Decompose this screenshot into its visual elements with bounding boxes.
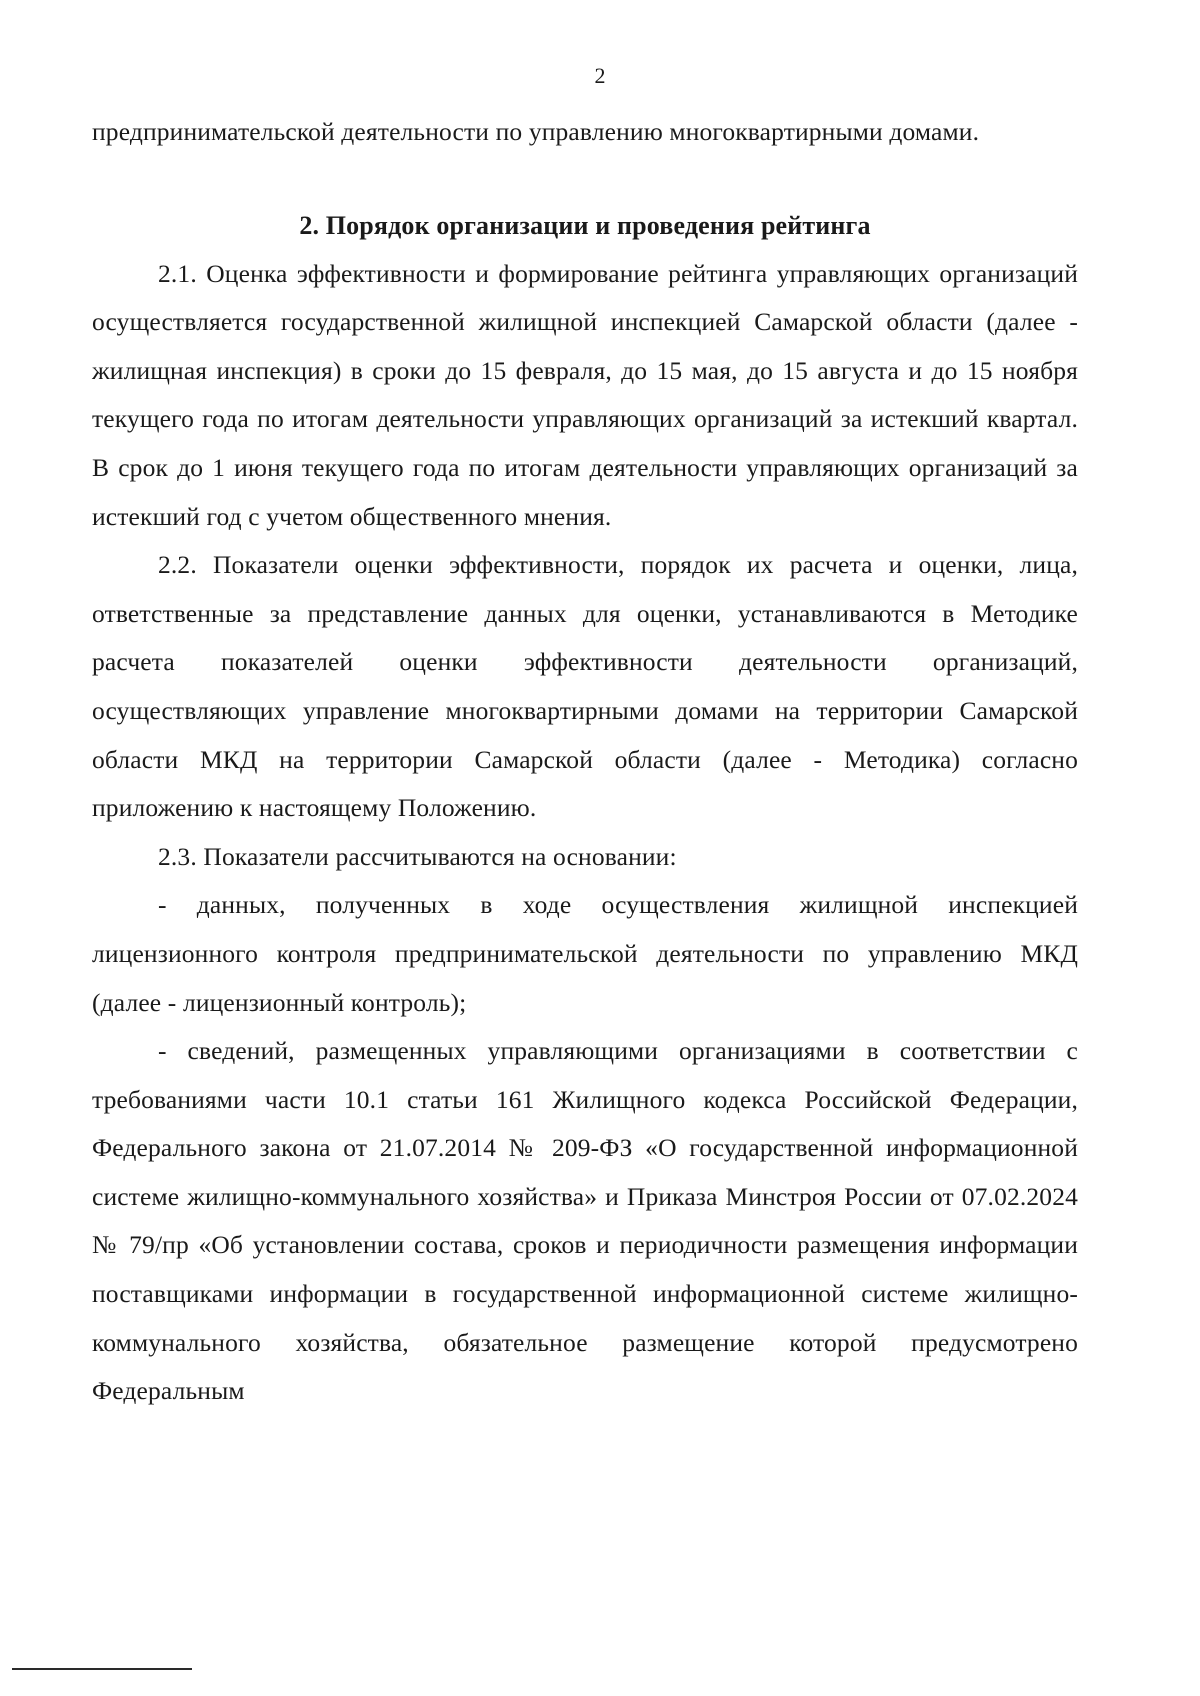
section-heading: 2. Порядок организации и проведения рейтинга [299, 210, 871, 240]
document-body [92, 108, 1078, 1416]
paragraph-2-1: 2.1. Оценка эффективности и формирование рейтинга управляющих организаций осуществляется государственной жилищной инспекцией Самарской области (далее - жилищная инспекция) в сроки до 15 февраля, до 15 мая, до 15 августа и до 15 ноября текущего года по итогам деятельности управляющих организаций за истекший квартал. В срок до 1 июня текущего года по итогам деятельности управляющих организаций за истекший год с учетом общественного мнения. [92, 258, 1078, 531]
footnote-divider [12, 1668, 192, 1670]
page-number: 2 [594, 63, 606, 88]
list-item-gis-info: - сведений, размещенных управляющими организациями в соответствии с требованиями части 10.1 статьи 161 Жилищного кодекса Российской Федерации, Федерального закона от 21.07.2014 № 209-ФЗ «О государственной информационной системе жилищно-коммунального хозяйства» и Приказа Минстроя России от 07.02.2024 № 79/пр «Об установлении состава, сроков и периодичности размещения информации поставщиками информации в государственной информационной системе жилищно-коммунального хозяйства, обязательное размещение которой предусмотрено Федеральным [92, 1036, 1078, 1406]
list-item-licensing-data: - данных, полученных в ходе осуществления жилищной инспекцией лицензионного контроля предпринимательской деятельности по управлению МКД (далее - лицензионный контроль); [92, 890, 1078, 1017]
paragraph-2-2: 2.2. Показатели оценки эффективности, порядок их расчета и оценки, лица, ответственные за представление данных для оценки, устанавливаются в Методике расчета показателей оценки эффективности деятельности организаций, осуществляющих управление многоквартирными домами на территории Самарской области МКД на территории Самарской области (далее - Методика) согласно приложению к настоящему Положению. [92, 550, 1078, 823]
paragraph-2-3: 2.3. Показатели рассчитываются на основании: [158, 841, 677, 871]
intro-paragraph: предпринимательской деятельности по управлению многоквартирными домами. [92, 117, 980, 146]
